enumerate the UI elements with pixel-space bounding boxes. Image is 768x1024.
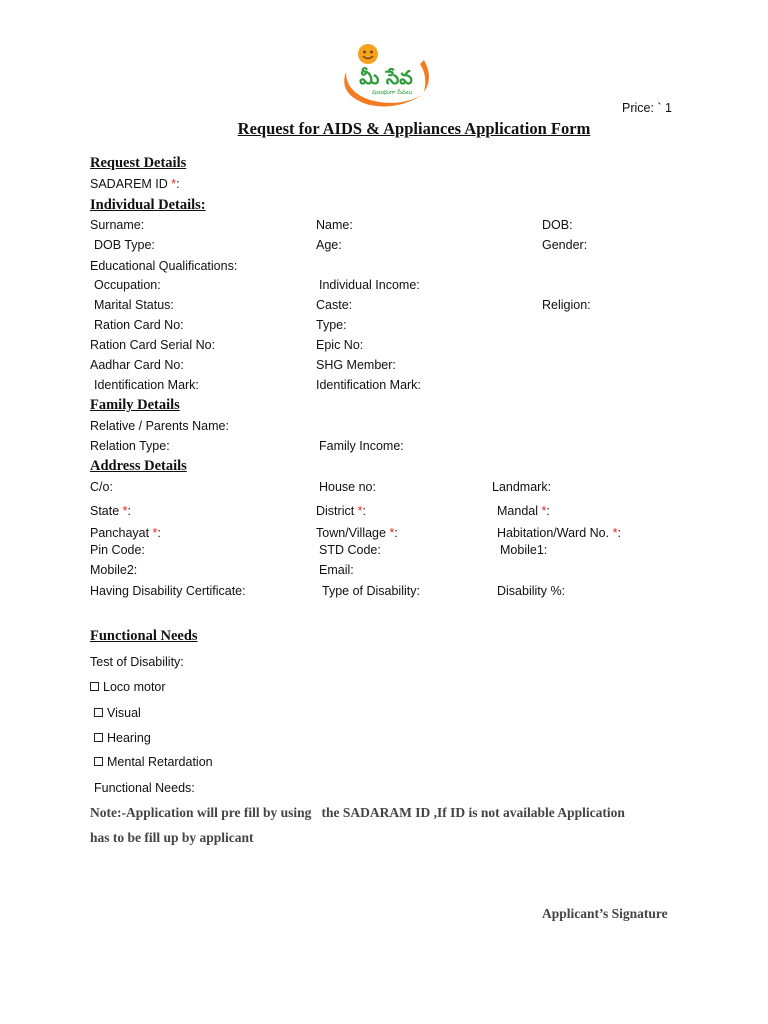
field-identification-mark-1: Identification Mark: — [94, 378, 199, 392]
field-epic-no: Epic No: — [316, 338, 364, 352]
field-mobile1: Mobile1: — [500, 543, 548, 557]
required-mark: * — [357, 504, 363, 518]
required-mark: * — [612, 526, 618, 540]
field-having-disability-certificate: Having Disability Certificate: — [90, 584, 246, 598]
field-type: Type: — [316, 318, 347, 332]
required-mark: * — [122, 504, 128, 518]
section-functional-needs: Functional Needs — [90, 628, 198, 644]
required-mark: * — [389, 526, 395, 540]
form-title: Request for AIDS & Appliances Application Form — [237, 119, 591, 138]
applicant-signature-label: Applicant’s Signature — [542, 906, 668, 921]
field-surname: Surname: — [90, 218, 145, 232]
field-habitation-ward: Habitation/Ward No. *: — [497, 526, 621, 540]
section-family-details: Family Details — [90, 397, 180, 413]
field-educational-qualifications: Educational Qualifications: — [90, 259, 238, 273]
price-label: Price: ` 1 — [622, 101, 673, 115]
field-identification-mark-2: Identification Mark: — [316, 378, 421, 392]
required-mark: * — [152, 526, 158, 540]
field-individual-income: Individual Income: — [319, 278, 420, 292]
note-line-1: Note:-Application will pre fill by using the SADARAM ID ,If ID is not available Application — [90, 805, 625, 820]
section-request-details: Request Details — [90, 155, 187, 171]
required-mark: * — [541, 504, 547, 518]
note-line-2: has to be fill up by applicant — [90, 830, 254, 845]
field-ration-card-no: Ration Card No: — [94, 318, 184, 332]
field-mandal: Mandal *: — [497, 504, 550, 518]
option-mental-retardation[interactable]: Mental Retardation — [94, 755, 213, 769]
field-dob: DOB: — [542, 218, 573, 232]
field-relative-parents-name: Relative / Parents Name: — [90, 419, 229, 433]
checkbox-visual[interactable] — [94, 708, 103, 717]
field-aadhar-card-no: Aadhar Card No: — [90, 358, 184, 372]
field-relation-type: Relation Type: — [90, 439, 170, 453]
field-marital-status: Marital Status: — [94, 298, 174, 312]
field-religion: Religion: — [542, 298, 591, 312]
required-mark: * — [171, 177, 177, 191]
mee-seva-logo — [336, 42, 436, 114]
field-gender: Gender: — [542, 238, 588, 252]
field-mobile2: Mobile2: — [90, 563, 138, 577]
field-town-village: Town/Village *: — [316, 526, 398, 540]
field-district: District *: — [316, 504, 367, 518]
field-state: State *: — [90, 504, 132, 518]
field-type-of-disability: Type of Disability: — [322, 584, 420, 598]
field-caste: Caste: — [316, 298, 353, 312]
field-ration-card-serial-no: Ration Card Serial No: — [90, 338, 216, 352]
field-disability-percent: Disability %: — [497, 584, 566, 598]
logo-subtext: సులభంగా సేవలు — [371, 89, 413, 96]
option-hearing[interactable]: Hearing — [94, 731, 151, 745]
checkbox-mental-retardation[interactable] — [94, 757, 103, 766]
field-family-income: Family Income: — [319, 439, 404, 453]
field-email: Email: — [319, 563, 354, 577]
field-test-of-disability: Test of Disability: — [90, 655, 184, 669]
option-visual[interactable]: Visual — [94, 706, 141, 720]
field-name: Name: — [316, 218, 353, 232]
section-address-details: Address Details — [90, 458, 187, 474]
logo-text: మీ సేవ — [359, 67, 413, 89]
field-panchayat: Panchayat *: — [90, 526, 161, 540]
field-std-code: STD Code: — [319, 543, 381, 557]
checkbox-hearing[interactable] — [94, 733, 103, 742]
field-age: Age: — [316, 238, 342, 252]
checkbox-loco-motor[interactable] — [90, 682, 99, 691]
field-shg-member: SHG Member: — [316, 358, 396, 372]
section-individual-details: Individual Details: — [90, 197, 206, 213]
field-dob-type: DOB Type: — [94, 238, 155, 252]
field-co: C/o: — [90, 480, 113, 494]
field-landmark: Landmark: — [492, 480, 552, 494]
field-sadarem-id: SADAREM ID *: — [90, 177, 180, 191]
field-functional-needs: Functional Needs: — [94, 781, 195, 795]
field-occupation: Occupation: — [94, 278, 161, 292]
option-loco-motor[interactable]: Loco motor — [90, 680, 166, 694]
field-house-no: House no: — [319, 480, 376, 494]
field-pin-code: Pin Code: — [90, 543, 145, 557]
